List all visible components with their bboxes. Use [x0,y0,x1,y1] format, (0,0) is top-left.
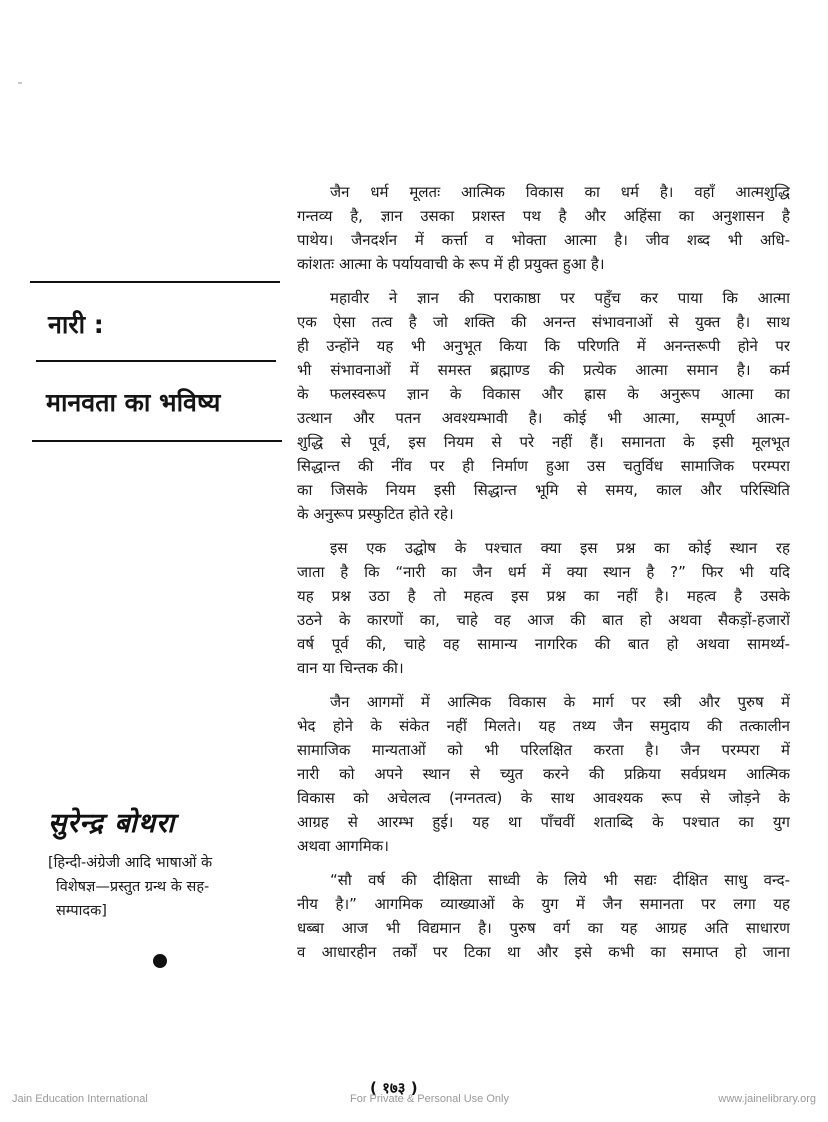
text-line: यह प्रश्न उठा है तो महत्व इस प्रश्न का नहीं है। महत्व है उसके [297,587,790,605]
text-line: के फलस्वरूप ज्ञान के विकास और ह्रास के अनुरूप आत्मा का [297,385,790,403]
text-line: जाता है कि “नारी का जैन धर्म में क्या स्थान है ?” फिर भी यदि [297,563,790,581]
footer-usage-note: For Private & Personal Use Only [350,1093,509,1105]
text-line: ही उन्होंने यह भी अनुभूत किया कि परिणति में अनन्तरूपी होने पर [297,337,790,355]
text-line: भी संभावनाओं में समस्त ब्रह्माण्ड की प्रत्येक आत्मा समान है। कर्म [297,361,790,379]
paragraph [297,868,790,964]
text-line: सामाजिक मान्यताओं को भी परिलक्षित करता है। जैन परम्परा में [297,741,790,759]
text-line: अथवा आगमिक। [297,837,389,855]
text-line: वर्ष पूर्व की, चाहे वह सामान्य नागरिक की बात हो अथवा सामर्थ्य- [297,635,790,653]
text-line: विकास को अचेलत्व (नग्नतत्व) के साथ आवश्यक रूप से जोड़ने के [297,789,790,807]
author-bio-line: सम्पादक] [56,903,107,919]
author-bio-line: विशेषज्ञ—प्रस्तुत ग्रन्थ के सह- [56,879,210,895]
text-line: नीय है।” आगमिक व्याख्याओं के युग में जैन समानता पर लगा यह [297,895,790,913]
footer-publisher: Jain Education International [12,1093,148,1105]
text-line: एक ऐसा तत्व है जो शक्ति की अनन्त संभावनाओं से युक्त है। साथ [297,313,790,331]
author-name: सुरेन्द्र बोथरा [48,808,176,839]
paragraph [297,286,790,526]
text-line: जैन आगमों में आत्मिक विकास के मार्ग पर स्त्री और पुरुष में [330,693,790,711]
bullet-ornament [153,954,167,968]
author-bio-line: [हिन्दी-अंग्रेजी आदि भाषाओं के [48,855,213,871]
text-line: आग्रह से आरम्भ हुई। यह था पाँचवीं शताब्दि के पश्चात का युग [297,813,790,831]
footer-website-link[interactable]: www.jainelibrary.org [718,1093,816,1105]
text-line: गन्तव्य है, ज्ञान उसका प्रशस्त पथ है और अहिंसा का अनुशासन है [297,207,790,225]
text-line: नारी को अपने स्थान से च्युत करने की प्रक्रिया सर्वप्रथम आत्मिक [297,765,790,783]
text-line: इस एक उद्घोष के पश्चात क्या इस प्रश्न का कोई स्थान रह [330,539,790,557]
text-line: सिद्धान्त की नींव पर ही निर्माण हुआ उस चतुर्विध सामाजिक परम्परा [297,457,790,475]
paragraph [297,690,790,858]
page-number: ( १७३ ) [370,1079,418,1097]
author-bio [48,851,283,923]
text-line: वान या चिन्तक की। [297,659,404,677]
title-line-1: नारी : [48,310,104,339]
article-body [297,180,790,972]
text-line: उत्थान और पतन अवश्यम्भावी है। कोई भी आत्मा, सम्पूर्ण आत्म- [297,409,790,427]
paragraph [297,180,790,276]
text-line: महावीर ने ज्ञान की पराकाष्ठा पर पहुँच कर पाया कि आत्मा [330,289,790,307]
text-line: “सौ वर्ष की दीक्षिता साध्वी के लिये भी सद्यः दीक्षित साधु वन्द- [330,871,790,889]
title-line-2: मानवता का भविष्य [46,388,221,417]
text-line: जैन धर्म मूलतः आत्मिक विकास का धर्म है। वहाँ आत्मशुद्धि [330,183,790,201]
title-rule-top [30,281,280,283]
scan-speck [18,82,22,84]
text-line: कांशतः आत्मा के पर्यायवाची के रूप में ही प्रयुक्त हुआ है। [297,255,605,273]
text-line: के अनुरूप प्रस्फुटित होते रहे। [297,505,454,523]
paragraph [297,536,790,680]
text-line: का जिसके नियम इसी सिद्धान्त भूमि से समय, काल और परिस्थिति [297,481,790,499]
text-line: व आधारहीन तर्कों पर टिका था और इसे कभी का समाप्त हो जाना [297,943,790,961]
title-rule-middle [36,360,276,362]
text-line: उठने के कारणों का, चाहे वह आज की बात हो अथवा सैकड़ों-हजारों [297,611,790,629]
text-line: भेद होने के संकेत नहीं मिलते। यह तथ्य जैन समुदाय की तत्कालीन [297,717,790,735]
text-line: पाथेय। जैनदर्शन में कर्त्ता व भोक्ता आत्मा है। जीव शब्द भी अधि- [297,231,790,249]
text-line: शुद्धि से पूर्व, इस नियम से परे नहीं हैं। समानता के इसी मूलभूत [297,433,790,451]
title-rule-bottom [32,440,282,442]
text-line: धब्बा आज भी विद्यमान है। पुरुष वर्ग का यह आग्रह अति साधारण [297,919,790,937]
